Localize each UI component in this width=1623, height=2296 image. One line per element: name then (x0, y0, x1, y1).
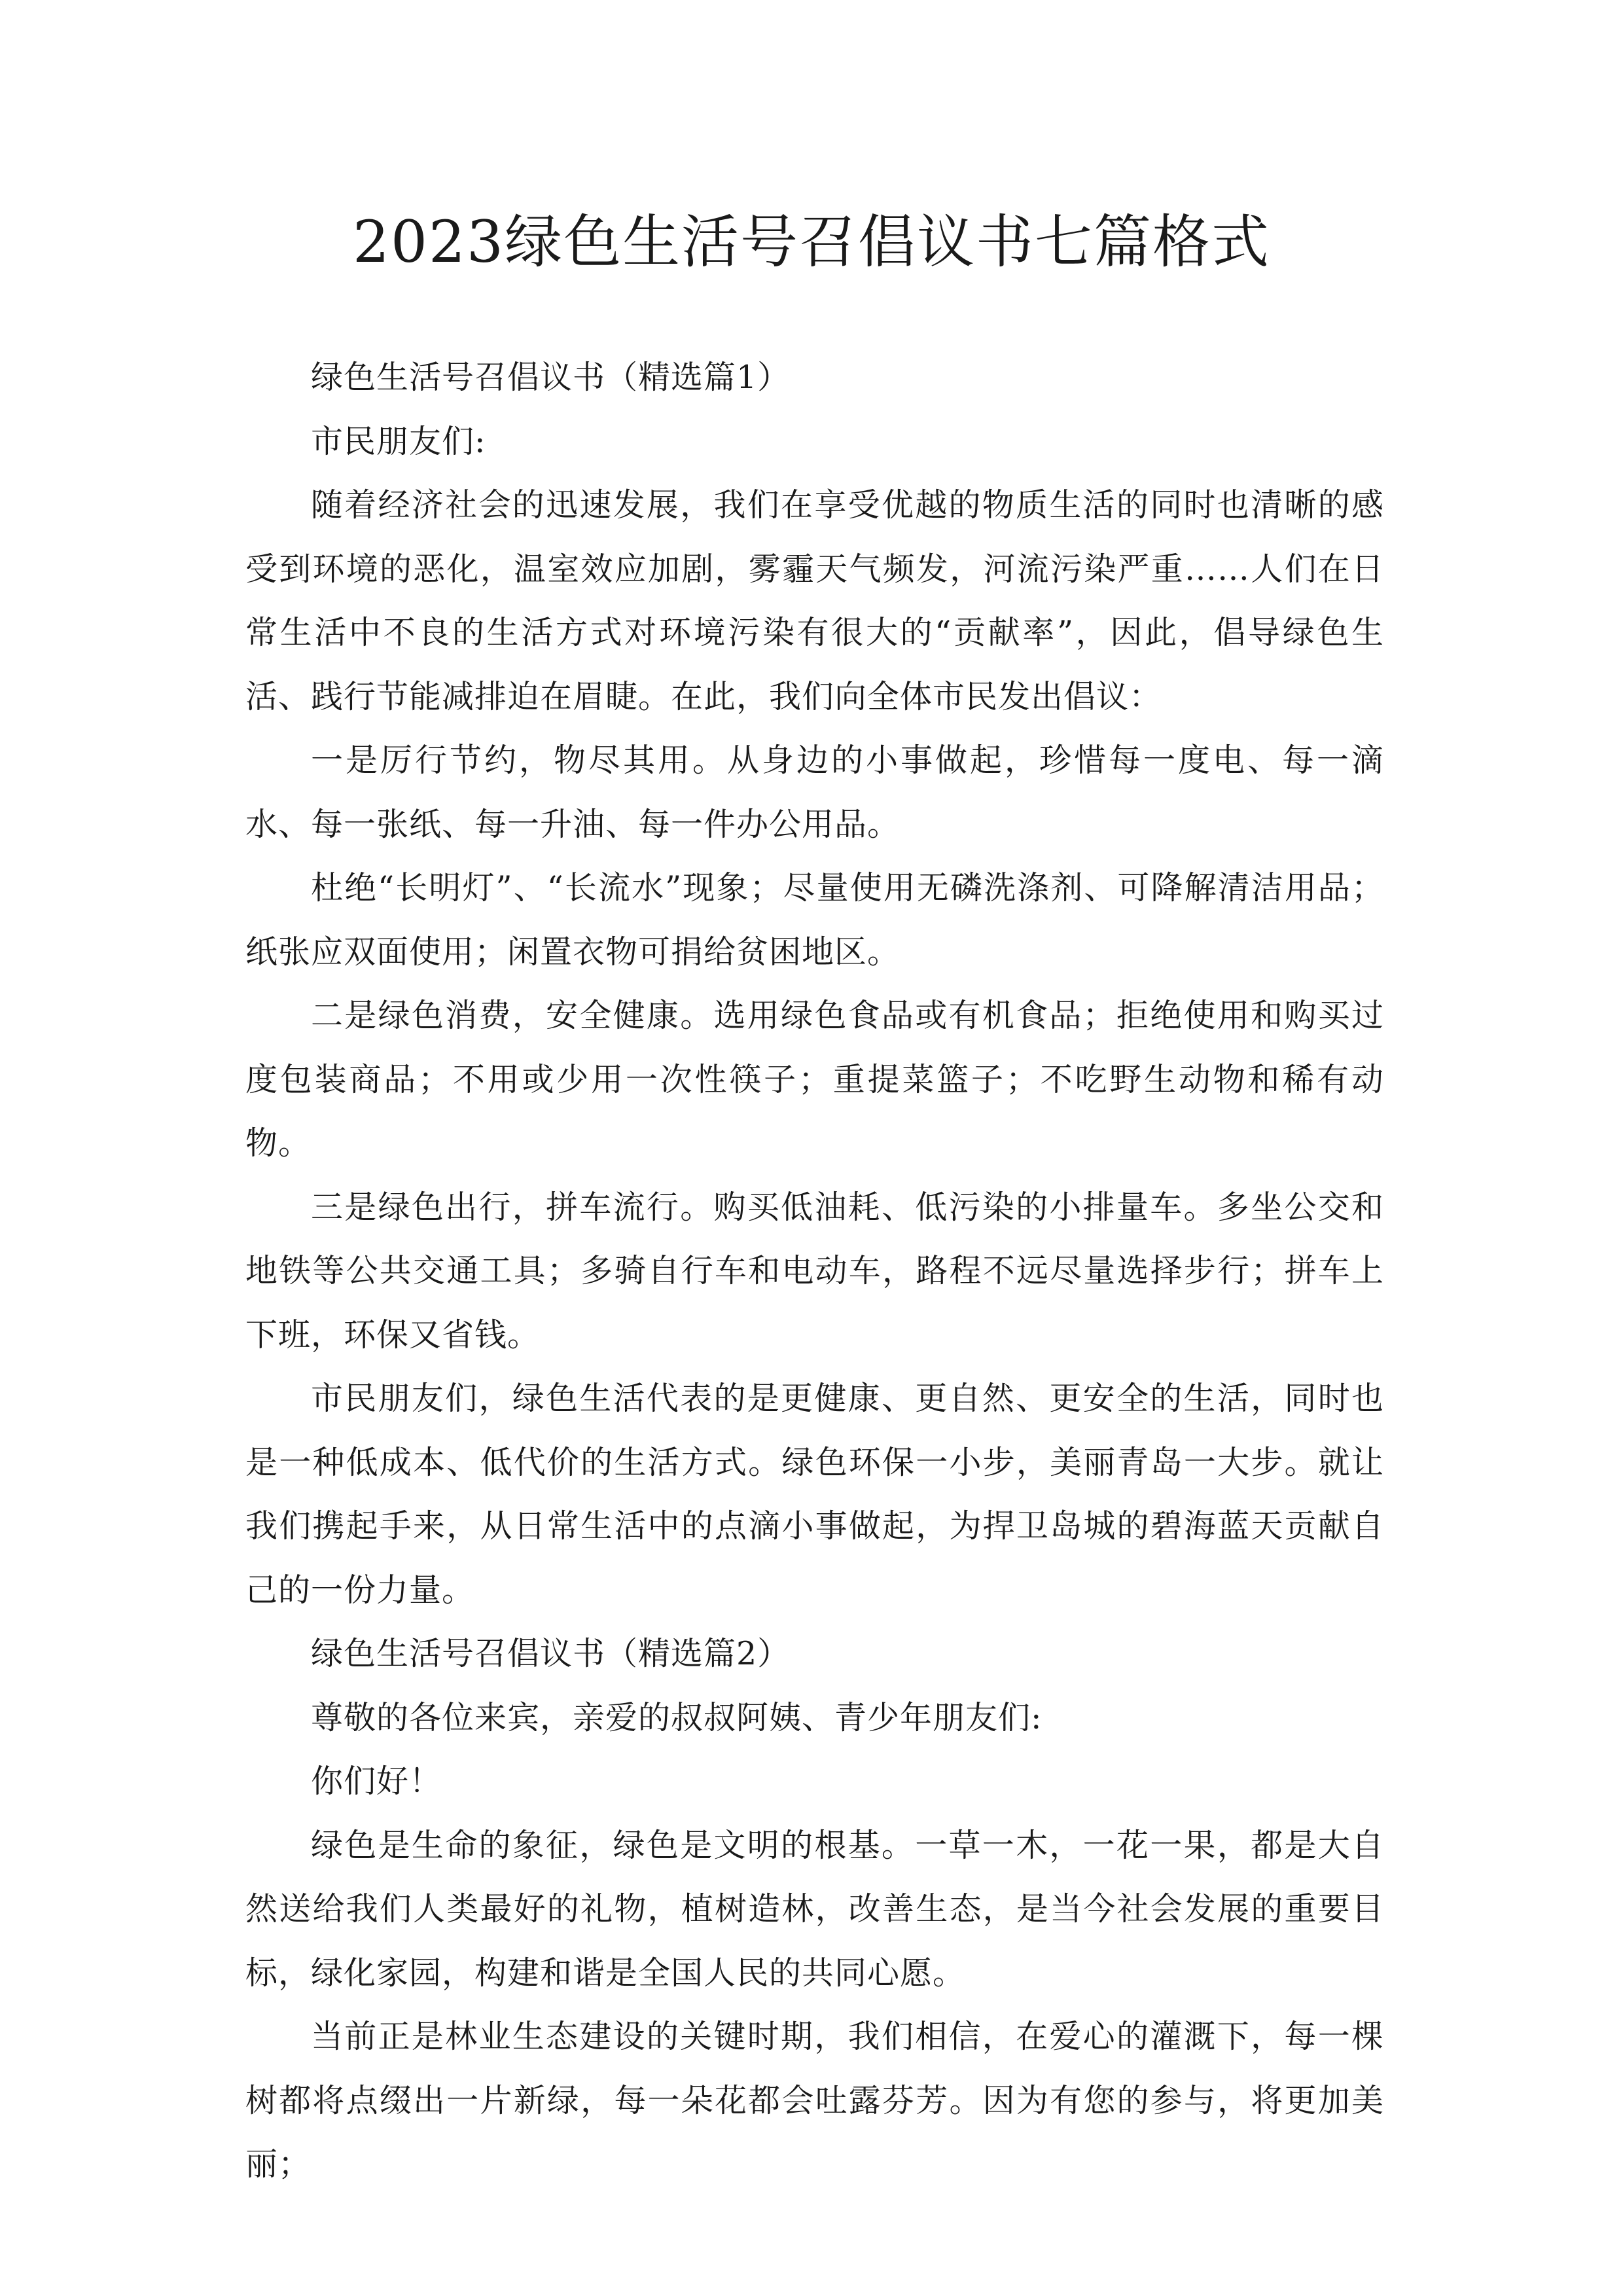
paragraph-point-1: 一是厉行节约，物尽其用。从身边的小事做起，珍惜每一度电、每一滴水、每一张纸、每一升油、每一件办公用品。 (245, 742, 1384, 843)
paragraph-forestry: 当前正是林业生态建设的关键时期，我们相信，在爱心的灌溉下，每一棵树都将点缀出一片新绿，每一朵花都会吐露芬芳。因为有您的参与，将更加美丽； (245, 2018, 1384, 2183)
salutation: 市民朋友们: (311, 422, 486, 460)
paragraph-point-3: 三是绿色出行，拼车流行。购买低油耗、低污染的小排量车。多坐公交和地铁等公共交通工具；多骑自行车和电动车，路程不远尽量选择步行；拼车上下班，环保又省钱。 (245, 1188, 1384, 1354)
salutation-2: 尊敬的各位来宾，亲爱的叔叔阿姨、青少年朋友们: (311, 1698, 1043, 1736)
paragraph-point-1-detail: 杜绝“长明灯”、“长流水”现象；尽量使用无磷洗涤剂、可降解清洁用品；纸张应双面使用；闲置衣物可捐给贫困地区。 (245, 869, 1384, 971)
paragraph-point-2: 二是绿色消费，安全健康。选用绿色食品或有机食品；拒绝使用和购买过度包装商品；不用或少用一次性筷子；重提菜篮子；不吃野生动物和稀有动物。 (245, 997, 1384, 1162)
document-title: 2023绿色生活号召倡议书七篇格式 (353, 208, 1270, 276)
greeting: 你们好！ (311, 1763, 442, 1800)
paragraph-closing: 市民朋友们，绿色生活代表的是更健康、更自然、更安全的生活，同时也是一种低成本、低代价的生活方式。绿色环保一小步，美丽青岛一大步。就让我们携起手来，从日常生活中的点滴小事做起，为捍卫岛城的碧海蓝天贡献自己的一份力量。 (245, 1380, 1384, 1609)
paragraph-green-life: 绿色是生命的象征，绿色是文明的根基。一草一木，一花一果，都是大自然送给我们人类最好的礼物，植树造林，改善生态，是当今社会发展的重要目标，绿化家园，构建和谐是全国人民的共同心愿。 (245, 1826, 1384, 1992)
section-heading-1: 绿色生活号召倡议书（精选篇1） (311, 359, 791, 396)
document-body (245, 346, 1384, 2197)
paragraph-intro: 随着经济社会的迅速发展，我们在享受优越的物质生活的同时也清晰的感受到环境的恶化，温室效应加剧，雾霾天气频发，河流污染严重……人们在日常生活中不良的生活方式对环境污染有很大的“贡献率”，因此，倡导绿色生活、践行节能减排迫在眉睫。在此，我们向全体市民发出倡议： (245, 486, 1384, 715)
section-heading-2: 绿色生活号召倡议书（精选篇2） (311, 1635, 791, 1672)
